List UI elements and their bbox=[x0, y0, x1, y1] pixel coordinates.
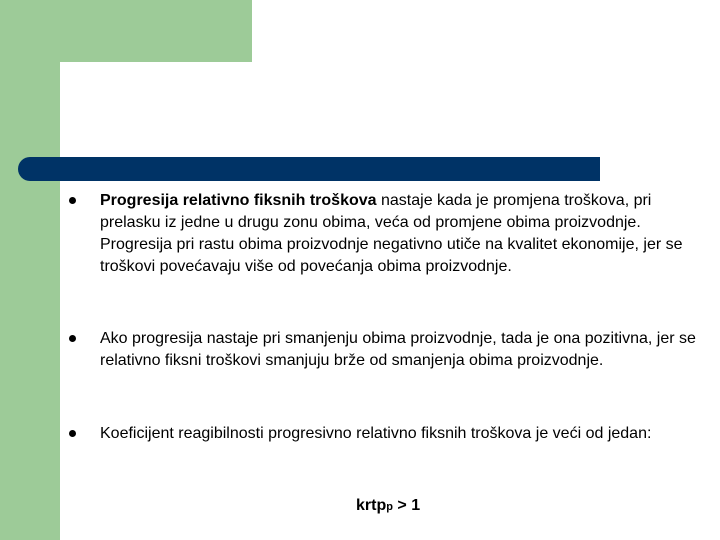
bullet-dot bbox=[69, 197, 76, 204]
formula-rest: > 1 bbox=[392, 497, 421, 514]
bullet-dot bbox=[69, 335, 76, 342]
bullet-bold-lead: Progresija relativno fiksnih troškova bbox=[100, 192, 377, 209]
bullet-text-3: Koeficijent reagibilnosti progresivno relativno fiksnih troškova je veći od jedan: bbox=[100, 425, 652, 442]
left-green-bar bbox=[0, 0, 60, 540]
formula bbox=[356, 497, 420, 515]
bullet-dot bbox=[69, 430, 76, 437]
formula-subscript: p bbox=[386, 501, 393, 513]
formula-main: krtp bbox=[356, 497, 387, 514]
title-rule bbox=[18, 157, 600, 181]
bullet-text-1 bbox=[100, 190, 700, 278]
content-panel bbox=[60, 62, 720, 540]
bullet-text-2: Ako progresija nastaje pri smanjenju obima proizvodnje, tada je ona pozitivna, jer se relativno fiksni troškovi smanjuju brže od smanjenja obima proizvodnje. bbox=[100, 330, 696, 369]
bullet-rest: nastaje kada je promjena troškova, pri prelasku iz jedne u drugu zonu obima, veća od promjene obima proizvodnje. Progresija pri rastu obima proizvodnje negativno utiče na kvalitet ekonomije, jer se troškovi povećavaju više od povećanja obima proizvodnje. bbox=[100, 192, 683, 275]
top-green-block bbox=[0, 0, 252, 62]
